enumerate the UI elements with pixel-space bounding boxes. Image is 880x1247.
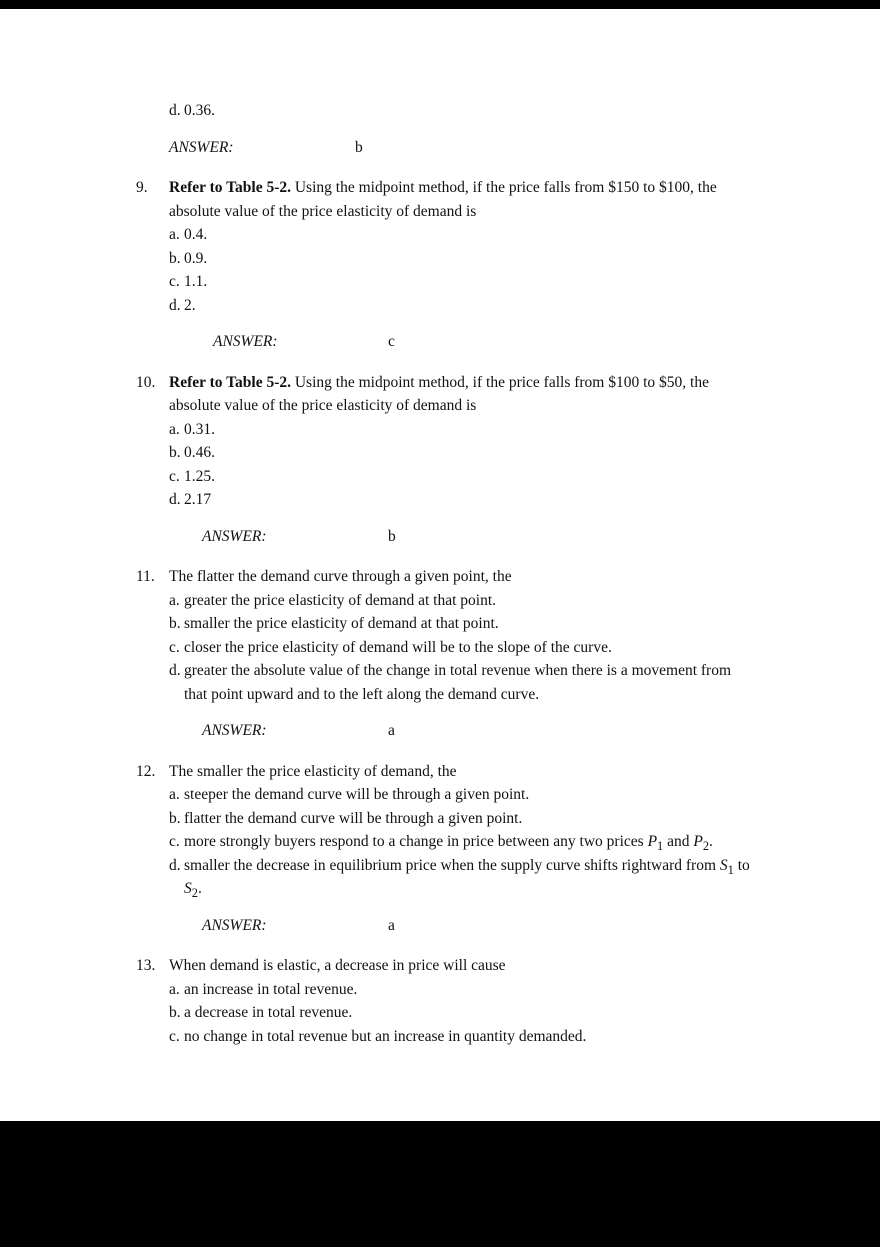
question-number: 9.: [136, 179, 148, 196]
answer-option: [169, 488, 754, 512]
answer-label: ANSWER:: [202, 722, 267, 739]
question-block: [136, 760, 754, 938]
question-number: 12.: [136, 762, 156, 780]
answer-row: [169, 719, 754, 743]
answer-option: [169, 854, 754, 901]
answer-option: [169, 807, 754, 831]
option-text: closer the price elasticity of demand will be to the slope of the curve.: [184, 638, 612, 656]
option-letter: a.: [169, 226, 180, 243]
option-letter: c.: [169, 273, 180, 290]
option-text: 2.: [184, 296, 196, 314]
option-letter: a.: [169, 786, 180, 803]
option-letter: a.: [169, 591, 180, 609]
question-body: [169, 760, 754, 938]
answer-option: [169, 1001, 754, 1025]
option-text: 0.4.: [184, 226, 208, 243]
options-list: [169, 418, 754, 512]
option-text: 1.25.: [184, 467, 215, 485]
answer-option: [169, 270, 754, 294]
option-letter: c.: [169, 1027, 180, 1045]
question-body: [169, 176, 754, 354]
answer-option: [169, 612, 754, 636]
option-letter: c.: [169, 467, 180, 485]
answer-option: [169, 418, 754, 442]
option-text: a decrease in total revenue.: [184, 1004, 353, 1021]
option-text: 0.31.: [184, 420, 215, 438]
answer-option: [169, 247, 754, 271]
answer-option: [169, 465, 754, 489]
question-number: 10.: [136, 373, 156, 391]
answer-label: ANSWER:: [213, 333, 278, 350]
answer-option: [136, 99, 754, 123]
option-text: smaller the price elasticity of demand at that point.: [184, 615, 499, 632]
answer-option: [169, 830, 754, 854]
answer-value: a: [388, 722, 395, 739]
option-text: 0.9.: [184, 249, 208, 267]
options-list: [169, 783, 754, 901]
question-text: Refer to Table 5-2. Using the midpoint method, if the price falls from $100 to $50, the absolute value of the price elasticity of demand is: [169, 373, 709, 414]
option-letter: b.: [169, 615, 181, 632]
option-letter: d.: [169, 856, 181, 874]
questions-list: [136, 176, 754, 1048]
option-text: 0.46.: [184, 444, 215, 461]
answer-option: [169, 783, 754, 807]
question-number: 11.: [136, 568, 155, 585]
option-text: 2.17: [184, 491, 212, 508]
answer-option: [169, 1025, 754, 1049]
answer-option: [169, 589, 754, 613]
question-block: [136, 565, 754, 743]
option-letter: a.: [169, 980, 180, 998]
answer-value: a: [388, 916, 395, 934]
option-letter: c.: [169, 833, 180, 850]
option-letter: a.: [169, 420, 180, 438]
option-text: 1.1.: [184, 273, 208, 290]
option-text: an increase in total revenue.: [184, 980, 358, 998]
answer-label: ANSWER:: [202, 527, 267, 545]
question-block: [136, 371, 754, 549]
partial-question: [136, 99, 754, 159]
option-text: 0.36.: [184, 102, 215, 119]
option-letter: b.: [169, 249, 181, 267]
option-letter: b.: [169, 1004, 181, 1021]
option-text: no change in total revenue but an increase in quantity demanded.: [184, 1027, 587, 1045]
question-text: When demand is elastic, a decrease in price will cause: [169, 957, 506, 974]
option-letter: d.: [169, 102, 181, 119]
option-letter: c.: [169, 638, 180, 656]
question-body: [169, 371, 754, 549]
option-text: smaller the decrease in equilibrium price when the supply curve shifts rightward from $S_1$ to $S_2$.: [184, 856, 750, 901]
options-list: [169, 978, 754, 1049]
answer-value: b: [355, 138, 363, 156]
option-letter: d.: [169, 296, 181, 314]
letterbox-bottom: [0, 1121, 880, 1247]
question-body: [169, 954, 754, 1048]
answer-option: [169, 294, 754, 318]
answer-option: [169, 441, 754, 465]
options-list: [169, 589, 754, 707]
answer-label: ANSWER:: [202, 916, 267, 934]
option-text: greater the price elasticity of demand at that point.: [184, 591, 497, 609]
answer-option: [169, 223, 754, 247]
question-body: [169, 565, 754, 743]
question-text: The flatter the demand curve through a given point, the: [169, 568, 512, 585]
answer-label: ANSWER:: [169, 138, 234, 156]
answer-row: [169, 525, 754, 549]
answer-row: [169, 914, 754, 938]
letterbox-top: [0, 0, 880, 9]
option-text: greater the absolute value of the change in total revenue when there is a movement from that point upward and to the left along the demand curve.: [184, 662, 732, 703]
question-number: 13.: [136, 957, 156, 974]
option-text: flatter the demand curve will be through a given point.: [184, 809, 523, 827]
answer-value: b: [388, 527, 396, 545]
option-text: more strongly buyers respond to a change in price between any two prices $P_1$ and $P_2$.: [184, 833, 713, 854]
options-list: [169, 223, 754, 317]
question-text: The smaller the price elasticity of demand, the: [169, 762, 457, 780]
option-letter: b.: [169, 809, 181, 827]
question-text: Refer to Table 5-2. Using the midpoint method, if the price falls from $150 to $100, the absolute value of the price elasticity of demand is: [169, 179, 717, 220]
answer-value: c: [388, 333, 395, 350]
option-letter: d.: [169, 662, 181, 679]
answer-option: [169, 978, 754, 1002]
option-letter: b.: [169, 444, 181, 461]
answer-option: [169, 659, 754, 706]
option-text: steeper the demand curve will be through a given point.: [184, 786, 530, 803]
question-block: [136, 954, 754, 1048]
answer-row: [136, 136, 754, 160]
question-block: [136, 176, 754, 354]
document-page: [0, 9, 880, 1121]
answer-row: [169, 330, 754, 354]
answer-option: [169, 636, 754, 660]
option-letter: d.: [169, 491, 181, 508]
